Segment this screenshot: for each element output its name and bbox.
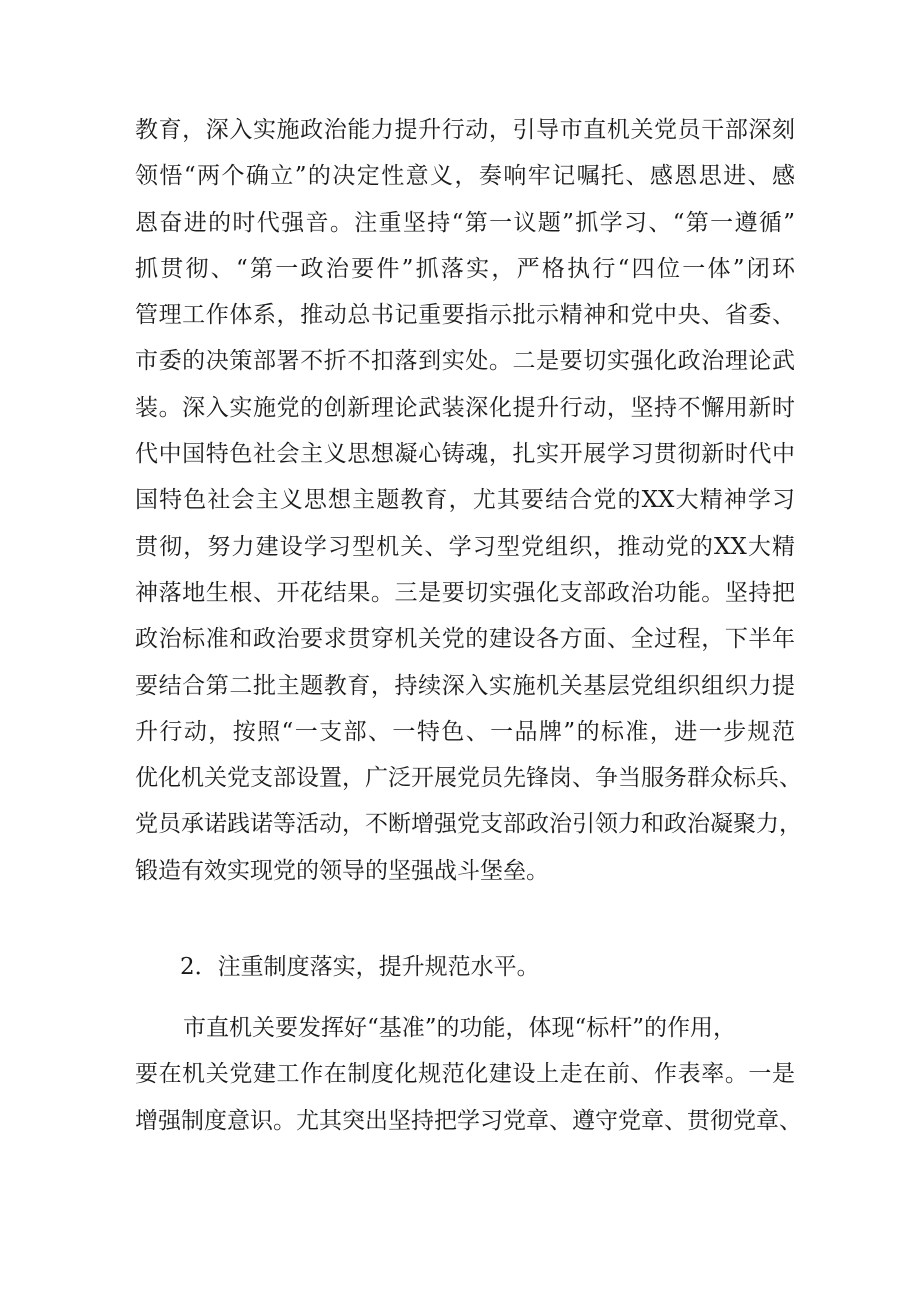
paragraph-line: 管理工作体系，推动总书记重要指示批示精神和党中央、省委、 bbox=[135, 302, 795, 329]
paragraph-line: 市直机关要发挥好“基准”的功能，体现“标杆”的作用， bbox=[183, 1015, 737, 1041]
paragraph-line: 恩奋进的时代强音。注重坚持“第一议题”抓学习、“第一遵循” bbox=[135, 209, 795, 236]
paragraph-line: 增强制度意识。尤其突出坚持把学习党章、遵守党章、贯彻党章、 bbox=[135, 1107, 802, 1134]
paragraph-line: 党员承诺践诺等活动，不断增强党支部政治引领力和政治凝聚力， bbox=[135, 811, 802, 838]
paragraph-line: 神落地生根、开花结果。三是要切实强化支部政治功能。坚持把 bbox=[135, 579, 795, 606]
paragraph-institutional-implementation bbox=[135, 1005, 802, 1144]
paragraph-line: 要在机关党建工作在制度化规范化建设上走在前、作表率。一是 bbox=[135, 1061, 795, 1088]
paragraph-line: 市委的决策部署不折不扣落到实处。二是要切实强化政治理论武 bbox=[135, 348, 795, 375]
paragraph-line: 要结合第二批主题教育，持续深入实施机关基层党组织组织力提 bbox=[135, 672, 795, 699]
paragraph-line: 锻造有效实现党的领导的坚强战斗堡垒。 bbox=[135, 857, 549, 884]
paragraph-line: 领悟“两个确立”的决定性意义，奏响牢记嘱托、感恩思进、感 bbox=[135, 163, 795, 190]
paragraph-line: 代中国特色社会主义思想凝心铸魂，扎实开展学习贯彻新时代中 bbox=[135, 441, 795, 468]
paragraph-line: 教育，深入实施政治能力提升行动，引导市直机关党员干部深刻 bbox=[135, 117, 795, 143]
paragraph-line: 国特色社会主义思想主题教育，尤其要结合党的XX大精神学习 bbox=[135, 487, 795, 514]
paragraph-line: 政治标准和政治要求贯穿机关党的建设各方面、全过程，下半年 bbox=[135, 626, 795, 653]
paragraph-line: 贯彻，努力建设学习型机关、学习型党组织，推动党的XX大精 bbox=[135, 533, 795, 560]
paragraph-line: 抓贯彻、“第一政治要件”抓落实，严格执行“四位一体”闭环 bbox=[135, 255, 795, 282]
paragraph-line: 优化机关党支部设置，广泛开展党员先锋岗、争当服务群众标兵、 bbox=[135, 765, 802, 792]
paragraph-political-construction bbox=[135, 107, 802, 894]
paragraph-line: 升行动，按照“一支部、一特色、一品牌”的标准，进一步规范 bbox=[135, 718, 795, 745]
paragraph-line: 装。深入实施党的创新理论武装深化提升行动，坚持不懈用新时 bbox=[135, 394, 795, 421]
section-heading: 2．注重制度落实，提升规范水平。 bbox=[180, 954, 540, 980]
